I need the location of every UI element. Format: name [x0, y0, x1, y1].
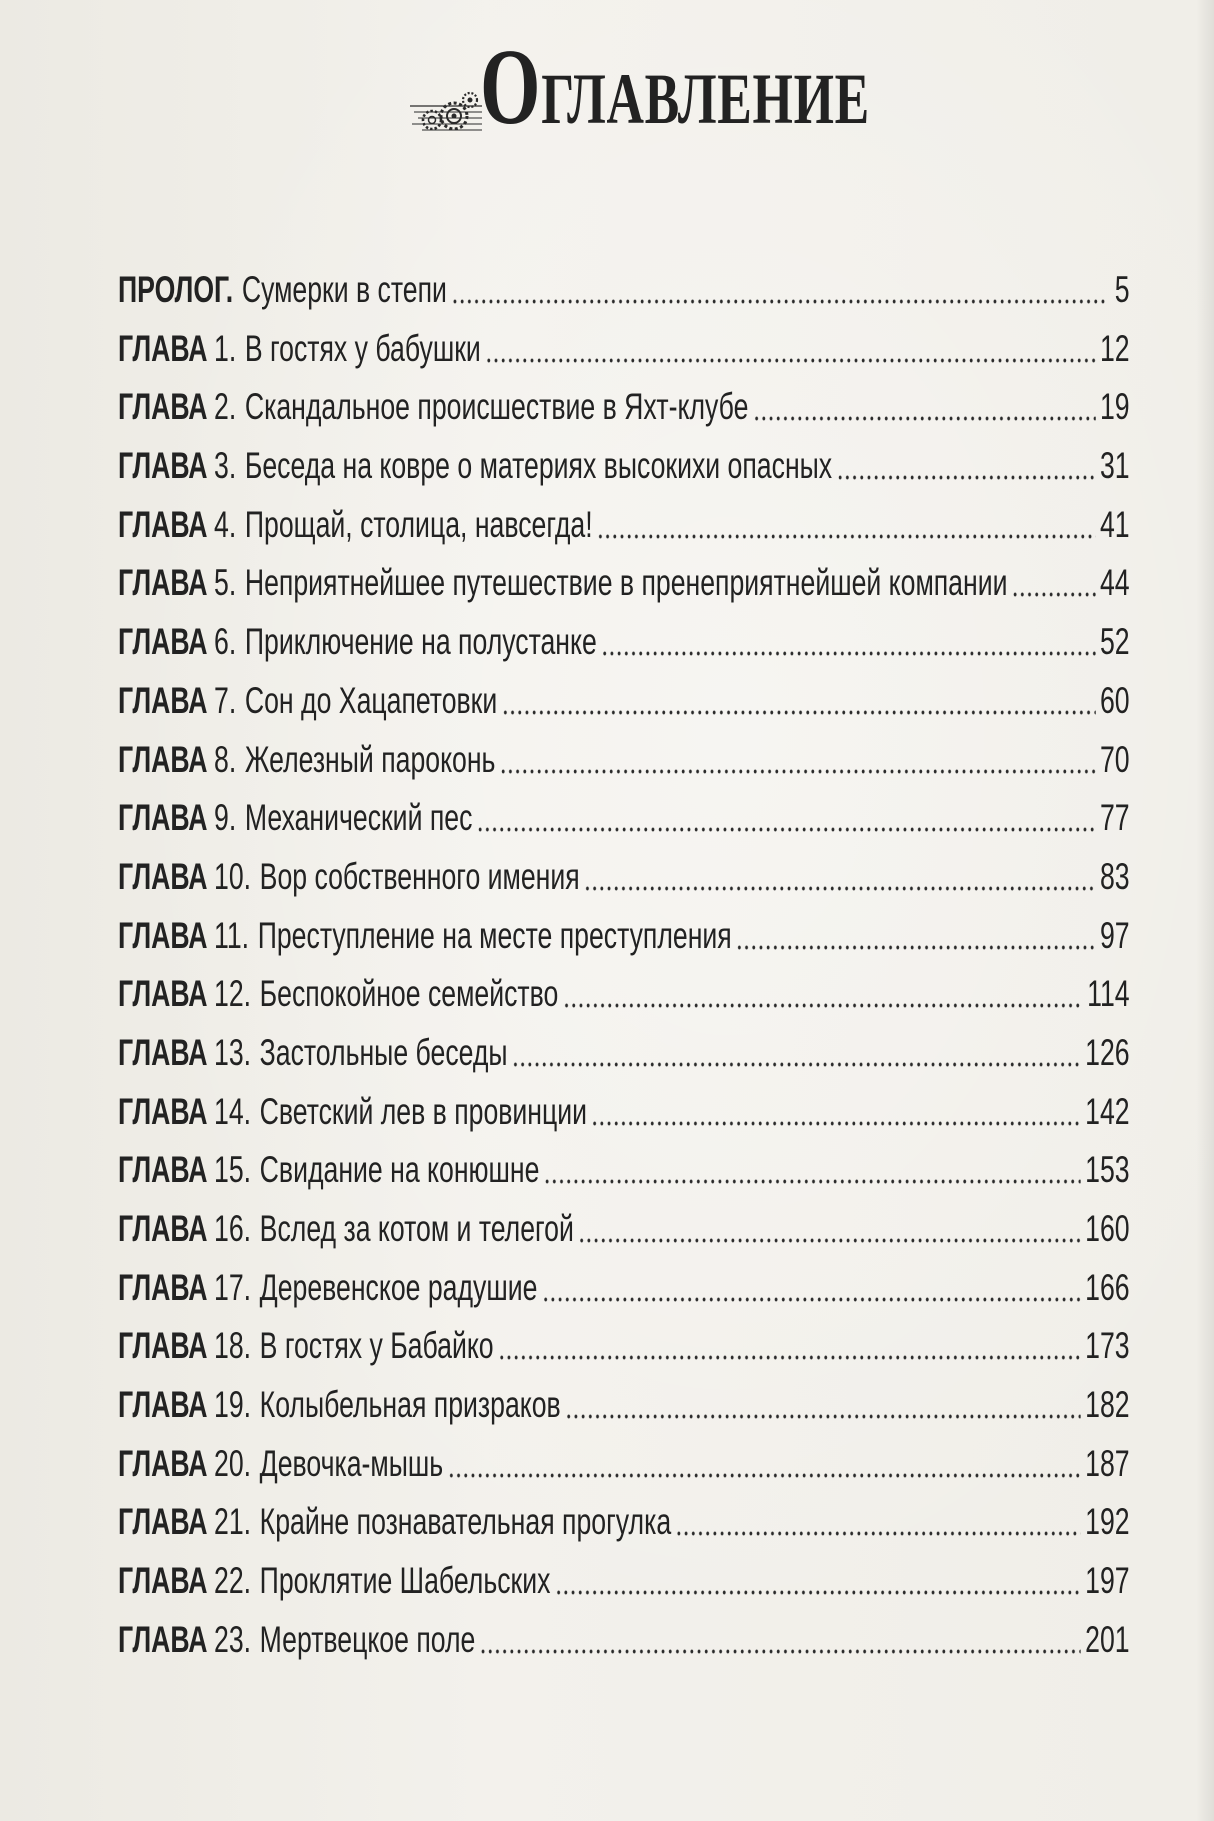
- toc-entry-dot-leader: [591, 1120, 1080, 1127]
- toc-entry-title: В гостях у Бабайко: [259, 1325, 494, 1367]
- toc-entry-chapter-number: 17.: [214, 1266, 252, 1308]
- toc-entry: [118, 738, 1130, 797]
- toc-entry-page-number: 166: [1085, 1266, 1130, 1308]
- toc-entry-chapter-number: 16.: [214, 1208, 252, 1249]
- toc-entry-title: Сумерки в степи: [241, 269, 447, 310]
- toc-entry-title: Неприятнейшее путешествие в пренеприятнейшей компании: [244, 562, 1008, 604]
- toc-entry-dot-leader: [447, 1472, 1080, 1479]
- toc-entry-label: ГЛАВА: [118, 973, 208, 1015]
- toc-entry-dot-leader: [485, 357, 1096, 364]
- toc-entry-line: [118, 679, 1130, 723]
- toc-entry-line: [118, 1324, 1130, 1368]
- toc-entry-chapter-number: 14.: [214, 1090, 252, 1132]
- toc-entry-chapter-number: 4.: [214, 503, 237, 545]
- toc-entry: [118, 268, 1130, 327]
- toc-entry-dot-leader: [542, 1296, 1081, 1303]
- toc-entry: [118, 385, 1130, 444]
- toc-entry-line: [118, 1442, 1130, 1486]
- toc-entry-dot-leader: [544, 1178, 1081, 1185]
- toc-entry-dot-leader: [451, 298, 1108, 305]
- toc-entry-title: В гостях у бабушки: [244, 327, 481, 369]
- toc-entry-title: Механический пес: [244, 797, 473, 839]
- toc-entry-label: ГЛАВА: [118, 1325, 208, 1367]
- toc-entry-dot-leader: [736, 944, 1096, 951]
- toc-entry-dot-leader: [512, 1061, 1081, 1068]
- toc-entry-line: [118, 1266, 1130, 1310]
- toc-entry-dot-leader: [584, 885, 1096, 892]
- toc-entry-label: ГЛАВА: [118, 738, 208, 780]
- toc-entry-dot-leader: [498, 1354, 1081, 1361]
- toc-entry-line: [118, 1559, 1130, 1603]
- toc-entry-title: Застольные беседы: [259, 1031, 508, 1073]
- toc-entry-chapter-number: 23.: [214, 1618, 252, 1660]
- toc-entry-chapter-number: 19.: [214, 1384, 252, 1426]
- toc-entry: [118, 1090, 1130, 1149]
- toc-entry-label: ГЛАВА: [118, 503, 208, 545]
- toc-entry-chapter-number: 15.: [214, 1149, 252, 1191]
- toc-entry-line: [118, 444, 1130, 488]
- toc-entry-label: ГЛАВА: [118, 1501, 208, 1543]
- toc-entry-chapter-number: 6.: [214, 621, 237, 663]
- table-of-contents: [118, 268, 1130, 1677]
- toc-entry-label: ГЛАВА: [118, 1149, 208, 1191]
- toc-entry: [118, 1207, 1130, 1266]
- toc-entry-title: Железный пароконь: [244, 738, 496, 780]
- toc-entry-page-number: 70: [1099, 738, 1130, 780]
- toc-entry-page-number: 19: [1099, 386, 1130, 428]
- toc-entry-title: Колыбельная призраков: [259, 1384, 561, 1426]
- toc-entry-page-number: 126: [1085, 1031, 1130, 1073]
- toc-entry-page-number: 182: [1085, 1384, 1130, 1426]
- toc-entry-title: Светский лев в провинции: [259, 1090, 588, 1132]
- toc-entry-title: Вслед за котом и телегой: [259, 1208, 574, 1249]
- toc-entry-page-number: 31: [1099, 445, 1130, 487]
- toc-entry-line: [118, 796, 1130, 840]
- toc-entry: [118, 1383, 1130, 1442]
- toc-entry: [118, 679, 1130, 738]
- toc-entry-label: ГЛАВА: [118, 1031, 208, 1073]
- toc-entry: [118, 503, 1130, 562]
- toc-entry-chapter-number: 3.: [214, 445, 237, 487]
- toc-entry: [118, 1559, 1130, 1618]
- toc-entry-page-number: 142: [1085, 1090, 1130, 1132]
- toc-entry: [118, 444, 1130, 503]
- toc-entry-line: [118, 1090, 1130, 1134]
- toc-entry: [118, 972, 1130, 1031]
- page-header: [408, 28, 1022, 147]
- toc-entry-page-number: 5: [1114, 269, 1130, 310]
- toc-entry-line: [118, 1148, 1130, 1192]
- toc-entry-line: [118, 1500, 1130, 1544]
- toc-entry-chapter-number: 11.: [214, 914, 250, 956]
- toc-entry: [118, 620, 1130, 679]
- toc-entry-dot-leader: [597, 533, 1096, 540]
- toc-entry-label: ГЛАВА: [118, 855, 208, 897]
- toc-entry-label: ГЛАВА: [118, 621, 208, 663]
- page-title: [480, 28, 870, 147]
- toc-entry: [118, 914, 1130, 973]
- toc-entry-page-number: 44: [1099, 562, 1130, 604]
- toc-entry-title: Деревенское радушие: [259, 1266, 538, 1308]
- toc-entry: [118, 561, 1130, 620]
- toc-entry-line: [118, 561, 1130, 605]
- toc-entry-line: [118, 855, 1130, 899]
- toc-entry-title: Преступление на месте преступления: [257, 914, 732, 956]
- toc-entry-label: ПРОЛОГ.: [118, 269, 234, 310]
- toc-entry: [118, 1031, 1130, 1090]
- toc-entry-title: Скандальное происшествие в Яхт-клубе: [244, 386, 749, 428]
- toc-entry-chapter-number: 7.: [214, 679, 237, 721]
- toc-entry: [118, 796, 1130, 855]
- toc-entry-chapter-number: 13.: [214, 1031, 252, 1073]
- toc-entry-page-number: 114: [1087, 973, 1130, 1015]
- toc-entry-page-number: 12: [1099, 327, 1130, 369]
- toc-entry-label: ГЛАВА: [118, 914, 208, 956]
- toc-entry-label: ГЛАВА: [118, 327, 208, 369]
- toc-entry-dot-leader: [601, 650, 1096, 657]
- toc-entry-page-number: 173: [1085, 1325, 1130, 1367]
- toc-entry-title: Сон до Хацапетовки: [244, 679, 498, 721]
- toc-entry-label: ГЛАВА: [118, 797, 208, 839]
- toc-entry-line: [118, 1207, 1130, 1251]
- toc-entry-chapter-number: 22.: [214, 1560, 252, 1602]
- toc-entry-dot-leader: [477, 826, 1096, 833]
- toc-entry-title: Прощай, столица, навсегда!: [244, 503, 593, 545]
- toc-entry-page-number: 77: [1099, 797, 1130, 839]
- toc-entry-dot-leader: [1012, 591, 1096, 598]
- toc-entry-line: [118, 972, 1130, 1016]
- toc-entry-dot-leader: [565, 1413, 1081, 1420]
- toc-entry-title: Беспокойное семейство: [259, 973, 559, 1015]
- toc-entry-line: [118, 914, 1130, 958]
- toc-entry-title: Вор собственного имения: [259, 855, 580, 897]
- toc-entry-chapter-number: 9.: [214, 797, 237, 839]
- toc-entry: [118, 1266, 1130, 1325]
- toc-entry-page-number: 41: [1099, 503, 1130, 545]
- toc-entry-line: [118, 268, 1130, 312]
- toc-entry: [118, 855, 1130, 914]
- toc-entry-title: Приключение на полустанке: [244, 621, 597, 663]
- toc-entry-dot-leader: [836, 474, 1095, 481]
- toc-entry-line: [118, 620, 1130, 664]
- toc-entry-label: ГЛАВА: [118, 445, 208, 487]
- toc-entry-dot-leader: [675, 1530, 1080, 1537]
- toc-entry-line: [118, 1031, 1130, 1075]
- toc-entry-label: ГЛАВА: [118, 1090, 208, 1132]
- toc-entry-title: Свидание на конюшне: [259, 1149, 540, 1191]
- toc-entry-page-number: 83: [1099, 855, 1130, 897]
- toc-entry-page-number: 160: [1085, 1208, 1130, 1249]
- toc-entry: [118, 1442, 1130, 1501]
- page-edge-shadow: [1196, 0, 1214, 1821]
- toc-entry: [118, 327, 1130, 386]
- toc-entry-page-number: 192: [1085, 1501, 1130, 1543]
- toc-entry-title: Беседа на ковре о материях высокихи опасных: [244, 445, 833, 487]
- toc-entry-dot-leader: [502, 709, 1096, 716]
- toc-entry-page-number: 60: [1099, 679, 1130, 721]
- toc-entry-chapter-number: 10.: [214, 855, 252, 897]
- toc-entry-chapter-number: 2.: [214, 386, 237, 428]
- toc-entry-chapter-number: 20.: [214, 1442, 252, 1484]
- toc-entry-line: [118, 327, 1130, 371]
- toc-entry-label: ГЛАВА: [118, 1618, 208, 1660]
- toc-entry-label: ГЛАВА: [118, 1560, 208, 1602]
- toc-entry-page-number: 197: [1085, 1560, 1130, 1602]
- toc-entry-dot-leader: [500, 768, 1096, 775]
- toc-entry-chapter-number: 21.: [214, 1501, 252, 1543]
- toc-entry: [118, 1500, 1130, 1559]
- toc-entry-line: [118, 385, 1130, 429]
- toc-entry: [118, 1618, 1130, 1677]
- toc-entry-label: ГЛАВА: [118, 1442, 208, 1484]
- toc-entry-page-number: 97: [1099, 914, 1130, 956]
- toc-entry-page-number: 153: [1085, 1149, 1130, 1191]
- toc-entry-chapter-number: 5.: [214, 562, 237, 604]
- toc-entry-dot-leader: [480, 1648, 1081, 1655]
- toc-entry-dot-leader: [578, 1237, 1081, 1244]
- toc-entry-chapter-number: 1.: [214, 327, 237, 369]
- title-rest: ГЛАВЛЕНИЕ: [541, 59, 870, 139]
- toc-entry-line: [118, 503, 1130, 547]
- toc-entry: [118, 1148, 1130, 1207]
- title-initial: О: [480, 28, 542, 147]
- toc-entry-line: [118, 1383, 1130, 1427]
- toc-entry-chapter-number: 12.: [214, 973, 252, 1015]
- toc-entry-title: Проклятие Шабельских: [259, 1560, 551, 1602]
- toc-entry-label: ГЛАВА: [118, 1208, 208, 1249]
- toc-entry-dot-leader: [555, 1589, 1081, 1596]
- gear-ornament-icon: [408, 60, 484, 134]
- toc-entry-label: ГЛАВА: [118, 386, 208, 428]
- toc-entry-dot-leader: [753, 415, 1096, 422]
- toc-entry-chapter-number: 8.: [214, 738, 237, 780]
- toc-entry-line: [118, 738, 1130, 782]
- toc-entry-line: [118, 1618, 1130, 1662]
- toc-entry-label: ГЛАВА: [118, 1384, 208, 1426]
- toc-entry-chapter-number: 18.: [214, 1325, 252, 1367]
- toc-entry-title: Девочка-мышь: [259, 1442, 444, 1484]
- toc-entry-page-number: 201: [1085, 1618, 1130, 1660]
- toc-entry-dot-leader: [563, 1002, 1083, 1009]
- toc-entry: [118, 1324, 1130, 1383]
- toc-entry-title: Мертвецкое поле: [259, 1618, 476, 1660]
- toc-entry-page-number: 52: [1099, 621, 1130, 663]
- toc-entry-title: Крайне познавательная прогулка: [259, 1501, 672, 1543]
- toc-entry-label: ГЛАВА: [118, 1266, 208, 1308]
- toc-entry-label: ГЛАВА: [118, 562, 208, 604]
- toc-entry-page-number: 187: [1085, 1442, 1130, 1484]
- toc-entry-label: ГЛАВА: [118, 679, 208, 721]
